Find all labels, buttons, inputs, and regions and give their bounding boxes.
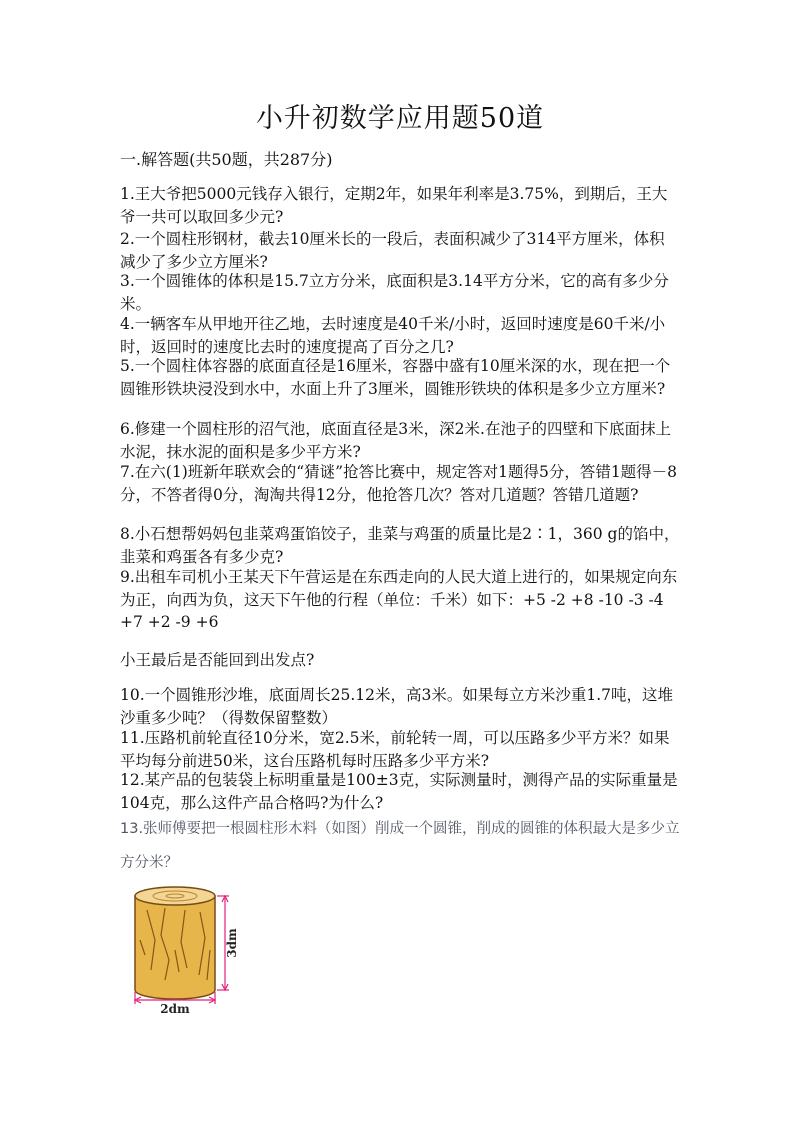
section-heading: 一.解答题(共50题，共287分) bbox=[120, 150, 333, 169]
question-12: 12.某产品的包装袋上标明重量是100±3克，实际测量时，测得产品的实际重量是104克，那么这件产品合格吗?为什么? bbox=[120, 771, 678, 812]
wood-top-face bbox=[135, 887, 215, 905]
question-5: 5.一个圆柱体容器的底面直径是16厘米，容器中盛有10厘米深的水，现在把一个圆锥形铁块浸没到水中，水面上升了3厘米，圆锥形铁块的体积是多少立方厘米? bbox=[120, 357, 671, 398]
question-9: 9.出租车司机小王某天下午营运是在东西走向的人民大道上进行的，如果规定向东为正，向西为负，这天下午他的行程（单位：千米）如下：+5 -2 +8 -10 -3 -4 +7 +2 -9 +6 bbox=[120, 568, 678, 631]
height-label: 3dm bbox=[225, 928, 239, 958]
question-11: 11.压路机前轮直径10分米，宽2.5米，前轮转一周，可以压路多少平方米？如果平均每分前进50米，这台压路机每时压路多少平方米? bbox=[120, 729, 670, 770]
question-6: 6.修建一个圆柱形的沼气池，底面直径是3米，深2米.在池子的四壁和下底面抹上水泥，抹水泥的面积是多少平方米? bbox=[120, 420, 671, 461]
question-7: 7.在六(1)班新年联欢会的“猜谜”抢答比赛中，规定答对1题得5分，答错1题得－8分，不答者得0分，淘淘共得12分，他抢答几次？答对几道题？答错几道题? bbox=[120, 463, 678, 504]
question-8: 8.小石想帮妈妈包韭菜鸡蛋馅饺子，韭菜与鸡蛋的质量比是2∶1，360 g的馅中，韭菜和鸡蛋各有多少克? bbox=[120, 525, 680, 566]
cylinder-wood-figure bbox=[125, 880, 245, 1015]
page-title: 小升初数学应用题50道 bbox=[255, 103, 545, 134]
diameter-label: 2dm bbox=[160, 1002, 190, 1015]
question-1: 1.王大爷把5000元钱存入银行，定期2年，如果年利率是3.75%，到期后，王大爷一共可以取回多少元? bbox=[120, 185, 668, 226]
question-13: 13.张师傅要把一根圆柱形木料（如图）削成一个圆锥，削成的圆锥的体积最大是多少立方分米？ bbox=[120, 821, 680, 871]
question-10: 10.一个圆锥形沙堆，底面周长25.12米，高3米。如果每立方米沙重1.7吨，这堆沙重多少吨？（得数保留整数） bbox=[120, 686, 674, 727]
question-2: 2.一个圆柱形钢材，截去10厘米长的一段后，表面积减少了314平方厘米，体积减少了多少立方厘米? bbox=[120, 230, 665, 271]
question-9-followup: 小王最后是否能回到出发点? bbox=[120, 651, 315, 669]
question-4: 4.一辆客车从甲地开往乙地，去时速度是40千米/小时，返回时速度是60千米/小时，返回时的速度比去时的速度提高了百分之几? bbox=[120, 315, 666, 356]
question-3: 3.一个圆锥体的体积是15.7立方分米，底面积是3.14平方分米，它的高有多少分米。 bbox=[120, 272, 669, 313]
